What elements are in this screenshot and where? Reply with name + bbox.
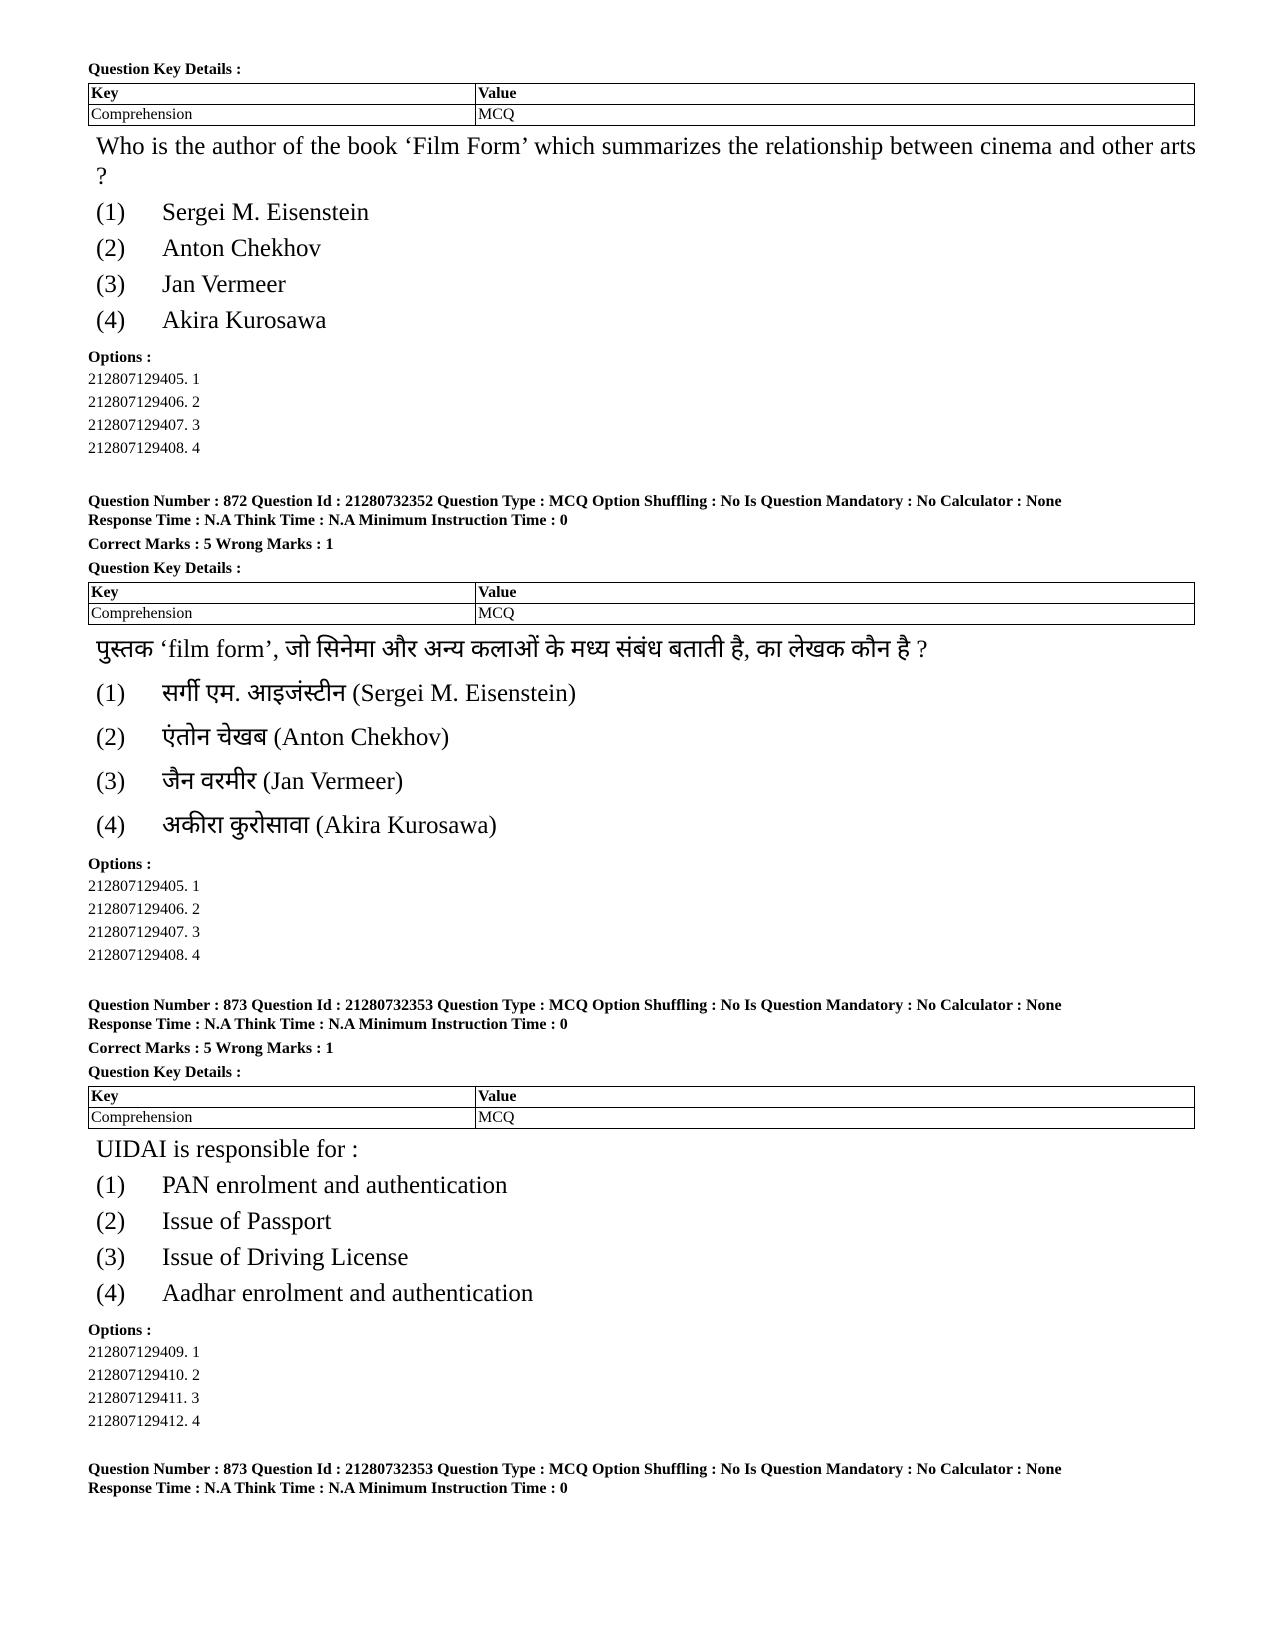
timing-meta-line: Response Time : N.A Think Time : N.A Minimum Instruction Time : 0 bbox=[88, 1480, 568, 1497]
option-text: PAN enrolment and authentication bbox=[162, 1172, 508, 1199]
answer-option bbox=[96, 1171, 1198, 1201]
option-id-list bbox=[88, 875, 1198, 967]
table-header-row bbox=[89, 84, 1195, 105]
option-number: (1) bbox=[96, 199, 126, 226]
question-meta bbox=[88, 996, 1198, 1034]
key-details-label: Question Key Details : bbox=[88, 1064, 242, 1081]
question-meta-line: Question Number : 873 Question Id : 21280732353 Question Type : MCQ Option Shuffling : No Is Question Mandatory : No Calculator : None bbox=[88, 1461, 1062, 1478]
option-number: (1) bbox=[96, 680, 126, 707]
table-header-value: Value bbox=[476, 583, 1195, 604]
table-cell-key: Comprehension bbox=[89, 105, 476, 126]
option-text: सर्गी एम. आइजंस्टीन (Sergei M. Eisenstein) bbox=[162, 680, 577, 707]
option-id: 212807129405. 1 bbox=[88, 878, 200, 895]
table-row bbox=[89, 604, 1195, 625]
options-label: Options : bbox=[88, 856, 152, 873]
question-meta-line: Question Number : 873 Question Id : 21280732353 Question Type : MCQ Option Shuffling : No Is Question Mandatory : No Calculator : None bbox=[88, 997, 1062, 1014]
option-id: 212807129408. 4 bbox=[88, 947, 200, 964]
option-id: 212807129412. 4 bbox=[88, 1413, 200, 1430]
option-number: (3) bbox=[96, 1244, 126, 1271]
question-text: पुस्तक ‘film form’, जो सिनेमा और अन्य कलाओं के मध्य संबंध बताती है, का लेखक कौन है ? bbox=[96, 636, 928, 663]
options-label: Options : bbox=[88, 349, 152, 366]
table-header-key: Key bbox=[89, 84, 476, 105]
options-label: Options : bbox=[88, 1322, 152, 1339]
table-header-row bbox=[89, 1087, 1195, 1108]
option-text: Aadhar enrolment and authentication bbox=[162, 1280, 534, 1307]
table-cell-value: MCQ bbox=[476, 1108, 1195, 1129]
question-meta-line: Question Number : 872 Question Id : 21280732352 Question Type : MCQ Option Shuffling : No Is Question Mandatory : No Calculator : None bbox=[88, 493, 1062, 510]
table-header-value: Value bbox=[476, 1087, 1195, 1108]
table-header-value: Value bbox=[476, 84, 1195, 105]
option-text: Issue of Passport bbox=[162, 1208, 332, 1235]
option-text: जैन वरमीर (Jan Vermeer) bbox=[162, 768, 404, 795]
table-header-key: Key bbox=[89, 1087, 476, 1108]
key-details-table bbox=[88, 582, 1195, 625]
answer-option bbox=[96, 270, 1198, 300]
answer-option bbox=[96, 767, 1198, 797]
marks-line: Correct Marks : 5 Wrong Marks : 1 bbox=[88, 1040, 334, 1057]
answer-option bbox=[96, 234, 1198, 264]
option-id: 212807129406. 2 bbox=[88, 901, 200, 918]
answer-options bbox=[88, 198, 1198, 336]
option-id: 212807129407. 3 bbox=[88, 417, 200, 434]
question-meta bbox=[88, 1460, 1198, 1498]
table-row bbox=[89, 105, 1195, 126]
answer-options bbox=[88, 1171, 1198, 1309]
option-id: 212807129411. 3 bbox=[88, 1390, 200, 1407]
answer-options bbox=[88, 679, 1198, 841]
option-text: Jan Vermeer bbox=[162, 271, 286, 298]
question-block-872 bbox=[88, 492, 1198, 967]
table-header-row bbox=[89, 583, 1195, 604]
option-text: Sergei M. Eisenstein bbox=[162, 199, 370, 226]
option-text: Anton Chekhov bbox=[162, 235, 322, 262]
option-number: (4) bbox=[96, 1280, 126, 1307]
table-row bbox=[89, 1108, 1195, 1129]
answer-option bbox=[96, 679, 1198, 709]
key-details-table bbox=[88, 1086, 1195, 1129]
answer-option bbox=[96, 1243, 1198, 1273]
table-cell-key: Comprehension bbox=[89, 1108, 476, 1129]
option-text: एंतोन चेखब (Anton Chekhov) bbox=[162, 724, 450, 751]
option-id: 212807129410. 2 bbox=[88, 1367, 200, 1384]
option-id: 212807129408. 4 bbox=[88, 440, 200, 457]
option-id-list bbox=[88, 368, 1198, 460]
key-details-label: Question Key Details : bbox=[88, 560, 242, 577]
option-id: 212807129405. 1 bbox=[88, 371, 200, 388]
option-id: 212807129407. 3 bbox=[88, 924, 200, 941]
question-block-1 bbox=[88, 60, 1198, 460]
option-id-list bbox=[88, 1341, 1198, 1433]
answer-option bbox=[96, 723, 1198, 753]
timing-meta-line: Response Time : N.A Think Time : N.A Minimum Instruction Time : 0 bbox=[88, 512, 568, 529]
option-id: 212807129409. 1 bbox=[88, 1344, 200, 1361]
option-number: (3) bbox=[96, 768, 126, 795]
answer-option bbox=[96, 811, 1198, 841]
option-number: (2) bbox=[96, 1208, 126, 1235]
answer-option bbox=[96, 1279, 1198, 1309]
option-number: (4) bbox=[96, 812, 126, 839]
timing-meta-line: Response Time : N.A Think Time : N.A Minimum Instruction Time : 0 bbox=[88, 1016, 568, 1033]
answer-option bbox=[96, 1207, 1198, 1237]
question-text: Who is the author of the book ‘Film Form’ which summarizes the relationship between cinema and other arts ? bbox=[96, 133, 1196, 190]
question-block-873 bbox=[88, 996, 1198, 1433]
option-number: (1) bbox=[96, 1172, 126, 1199]
option-number: (4) bbox=[96, 307, 126, 334]
option-id: 212807129406. 2 bbox=[88, 394, 200, 411]
option-text: Akira Kurosawa bbox=[162, 307, 327, 334]
question-text: UIDAI is responsible for : bbox=[96, 1136, 359, 1163]
option-number: (2) bbox=[96, 724, 126, 751]
key-details-table bbox=[88, 83, 1195, 126]
question-meta bbox=[88, 492, 1198, 530]
option-number: (2) bbox=[96, 235, 126, 262]
key-details-label: Question Key Details : bbox=[88, 61, 242, 78]
table-header-key: Key bbox=[89, 583, 476, 604]
marks-line: Correct Marks : 5 Wrong Marks : 1 bbox=[88, 536, 334, 553]
option-text: Issue of Driving License bbox=[162, 1244, 409, 1271]
table-cell-value: MCQ bbox=[476, 105, 1195, 126]
option-text: अकीरा कुरोसावा (Akira Kurosawa) bbox=[162, 812, 497, 839]
answer-option bbox=[96, 306, 1198, 336]
question-block-873-next bbox=[88, 1460, 1198, 1498]
table-cell-value: MCQ bbox=[476, 604, 1195, 625]
answer-option bbox=[96, 198, 1198, 228]
option-number: (3) bbox=[96, 271, 126, 298]
table-cell-key: Comprehension bbox=[89, 604, 476, 625]
